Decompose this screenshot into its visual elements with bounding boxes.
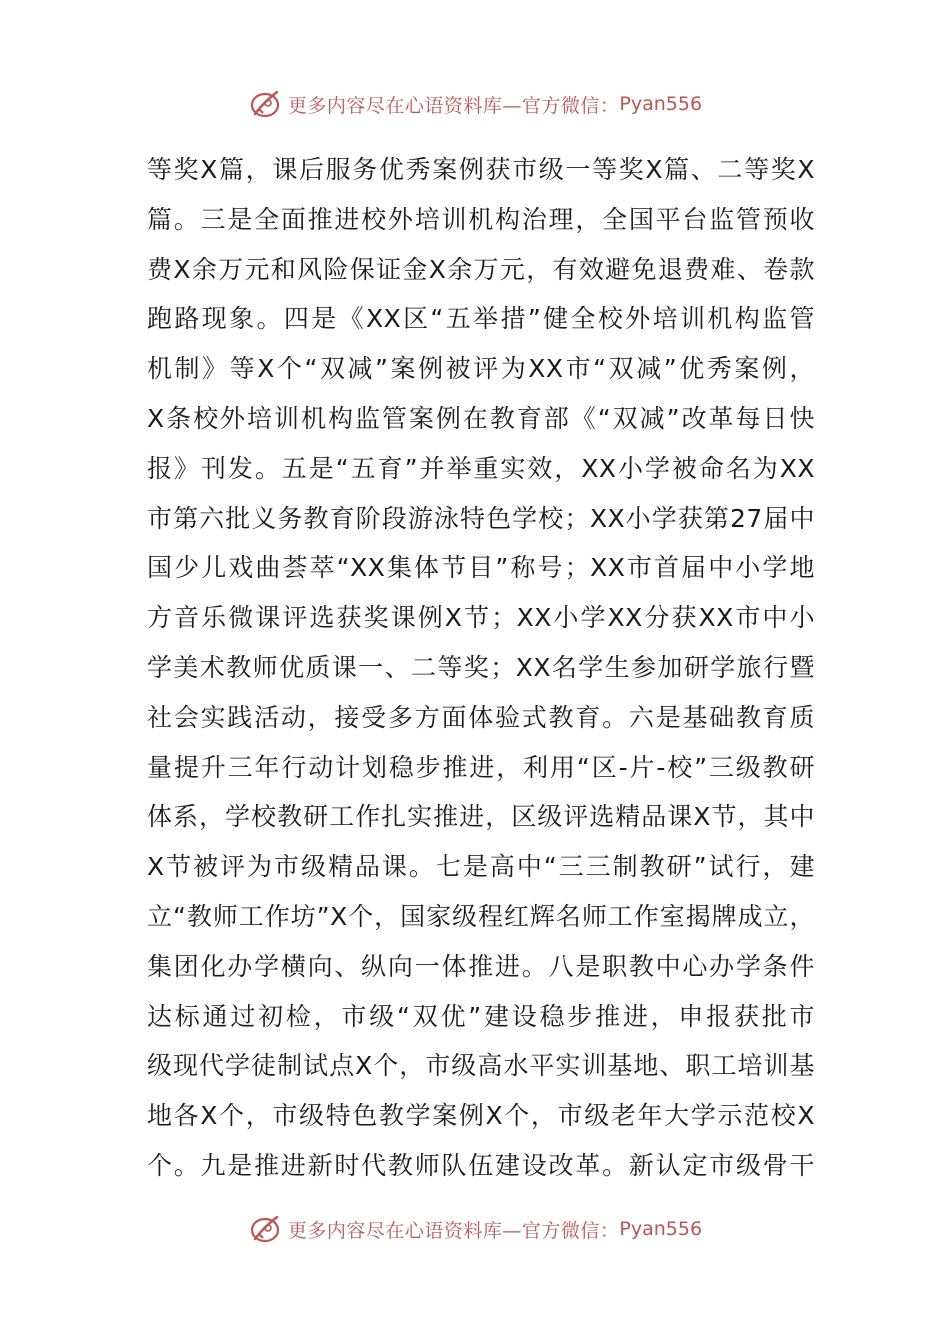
text-line: 体系，学校教研工作扎实推进，区级评选精品课X节，其中 [147,802,815,832]
text-line: 费X余万元和风险保证金X余万元，有效避免退费难、卷款 [147,254,815,284]
text-line: 篇。三是全面推进校外培训机构治理，全国平台监管预收 [147,204,815,234]
wechat-id: Pyan556 [619,1218,703,1240]
text-line: 跑路现象。四是《XX区“五举措”健全校外培训机构监管 [147,304,815,334]
text-line: 等奖X篇，课后服务优秀案例获市级一等奖X篇、二等奖X [147,155,815,184]
text-line: 学美术教师优质课一、二等奖；XX名学生参加研学旅行暨 [147,652,815,682]
text-line: X节被评为市级精品课。七是高中“三三制教研”试行，建 [147,852,815,882]
watermark-banner-top [0,84,950,124]
text-line: 市第六批义务教育阶段游泳特色学校；XX小学获第27届中 [147,503,815,533]
watermark-banner-bottom [0,1209,950,1249]
text-line: 社会实践活动，接受多方面体验式教育。六是基础教育质 [147,702,815,732]
pen-signature-icon [248,87,282,121]
text-line: 地各X个，市级特色教学案例X个，市级老年大学示范校X [147,1101,815,1131]
text-line: X条校外培训机构监管案例在教育部《“双减”改革每日快 [147,403,815,433]
pen-signature-icon [248,1212,282,1246]
text-line: 个。九是推进新时代教师队伍建设改革。新认定市级骨干 [147,1150,815,1180]
watermark-text: 更多内容尽在心语资料库—官方微信： [287,94,620,117]
text-line: 量提升三年行动计划稳步推进，利用“区-片-校”三级教研 [147,752,815,782]
text-line: 报》刊发。五是“五育”并举重实效，XX小学被命名为XX [147,453,815,483]
text-line: 级现代学徒制试点X个，市级高水平实训基地、职工培训基 [147,1051,815,1081]
text-line: 机制》等X个“双减”案例被评为XX市“双减”优秀案例， [147,354,815,384]
body-paragraph [147,145,815,1191]
watermark-text: 更多内容尽在心语资料库—官方微信： [287,1219,620,1242]
text-line: 国少儿戏曲荟萃“XX集体节目”称号；XX市首届中小学地 [147,553,815,583]
text-line: 达标通过初检，市级“双优”建设稳步推进，申报获批市 [147,1001,815,1031]
text-line: 立“教师工作坊”X个，国家级程红辉名师工作室揭牌成立， [147,901,815,931]
text-line: 方音乐微课评选获奖课例X节；XX小学XX分获XX市中小 [147,603,815,633]
wechat-id: Pyan556 [619,93,703,115]
text-line: 集团化办学横向、纵向一体推进。八是职教中心办学条件 [147,951,815,981]
